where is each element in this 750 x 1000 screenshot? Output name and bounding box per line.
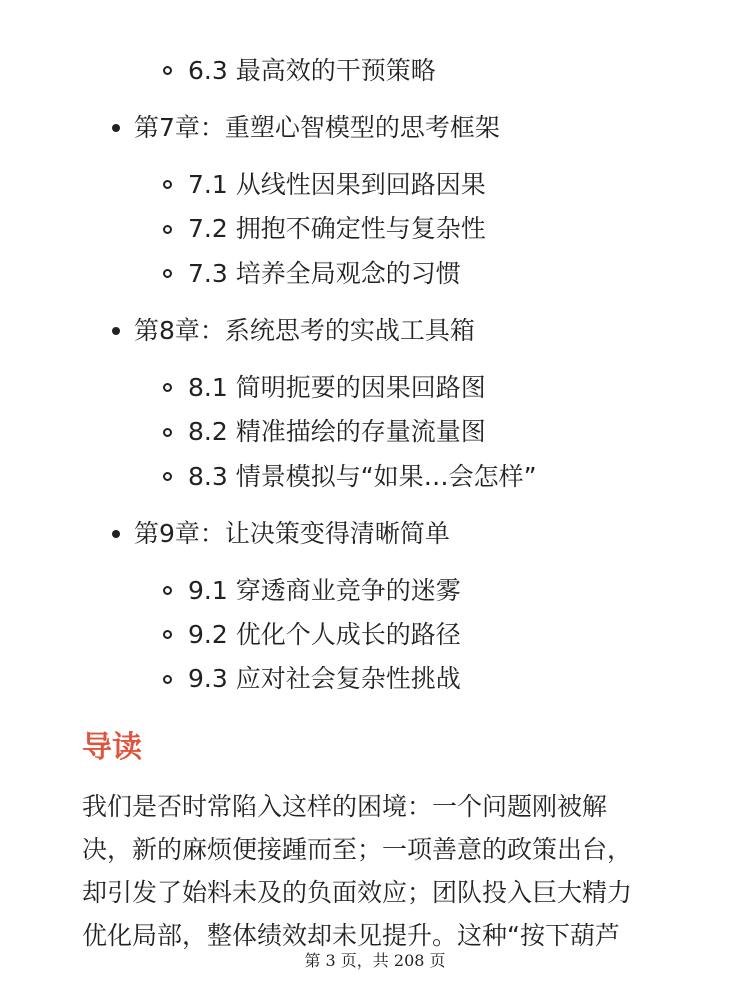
circle-bullet-icon <box>163 472 172 481</box>
page-number-footer: 第 3 页，共 208 页 <box>304 951 446 970</box>
disc-bullet-icon <box>112 327 120 335</box>
circle-bullet-icon <box>163 66 172 75</box>
circle-bullet-icon <box>163 269 172 278</box>
toc-chapter[interactable]: 第7章：重塑心智模型的思考框架 <box>134 113 500 142</box>
circle-bullet-icon <box>163 383 172 392</box>
paragraph-line: 决，新的麻烦便接踵而至；一项善意的政策出台， <box>82 835 633 864</box>
toc-subsection[interactable]: 7.1 从线性因果到回路因果 <box>188 170 486 199</box>
circle-bullet-icon <box>163 586 172 595</box>
toc-subsection[interactable]: 8.3 情景模拟与“如果…会怎样” <box>188 462 537 491</box>
paragraph-line: 我们是否时常陷入这样的困境：一个问题刚被解 <box>82 792 608 821</box>
toc-subsection[interactable]: 8.1 简明扼要的因果回路图 <box>188 373 486 402</box>
toc-subsection[interactable]: 9.2 优化个人成长的路径 <box>188 620 461 649</box>
toc-subsection[interactable]: 7.3 培养全局观念的习惯 <box>188 259 461 288</box>
disc-bullet-icon <box>112 530 120 538</box>
section-heading: 导读 <box>82 730 142 765</box>
toc-chapter[interactable]: 第8章：系统思考的实战工具箱 <box>134 316 475 345</box>
circle-bullet-icon <box>163 225 172 234</box>
circle-bullet-icon <box>163 630 172 639</box>
toc-subsection[interactable]: 7.2 拥抱不确定性与复杂性 <box>188 214 486 243</box>
circle-bullet-icon <box>163 675 172 684</box>
paragraph-line: 却引发了始料未及的负面效应；团队投入巨大精力 <box>82 878 633 907</box>
disc-bullet-icon <box>112 124 120 132</box>
toc-subsection[interactable]: 6.3 最高效的干预策略 <box>188 56 436 85</box>
toc-subsection[interactable]: 9.3 应对社会复杂性挑战 <box>188 664 461 693</box>
circle-bullet-icon <box>163 180 172 189</box>
circle-bullet-icon <box>163 428 172 437</box>
toc-subsection[interactable]: 9.1 穿透商业竞争的迷雾 <box>188 576 461 605</box>
toc-chapter[interactable]: 第9章：让决策变得清晰简单 <box>134 519 450 548</box>
paragraph-line: 优化局部，整体绩效却未见提升。这种“按下葫芦 <box>82 921 620 950</box>
toc-subsection[interactable]: 8.2 精准描绘的存量流量图 <box>188 417 486 446</box>
